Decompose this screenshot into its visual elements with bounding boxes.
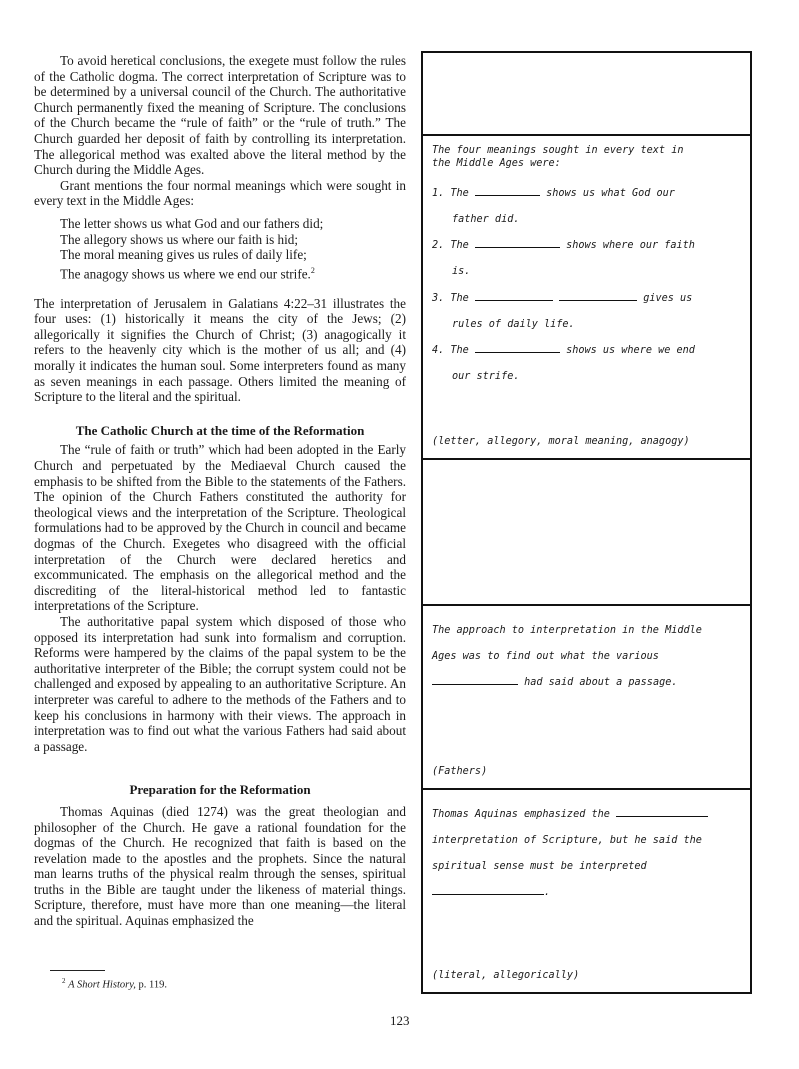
item-label: 4. The	[432, 345, 469, 356]
prompt-line: had said about a passage.	[524, 677, 678, 688]
verse-quote	[60, 216, 406, 282]
question-item-2	[432, 236, 742, 278]
answer-blank[interactable]	[616, 805, 708, 817]
prompt-line: the Middle Ages were:	[432, 158, 561, 169]
prompt-line: .	[544, 887, 551, 898]
section-heading: Preparation for the Reformation	[129, 782, 311, 798]
answer-blank[interactable]	[432, 673, 518, 685]
frame-blank-2	[423, 458, 750, 604]
verse-line-text: The anagogy shows us where we end our strife.	[60, 266, 311, 282]
prompt-line: Ages was to find out what the various	[432, 651, 659, 662]
item-label: 3. The	[432, 293, 469, 304]
question-item-1	[432, 184, 742, 226]
section-heading: The Catholic Church at the time of the Reformation	[75, 422, 365, 438]
footnote-divider	[50, 970, 105, 971]
footnote-reference: 2	[310, 265, 315, 275]
page-number: 123	[390, 1013, 410, 1028]
footnote-mark: 2	[62, 977, 66, 985]
frame-blank-1	[423, 53, 750, 134]
item-text: rules of daily life.	[452, 319, 575, 330]
question-item-3	[432, 289, 742, 331]
programmed-frames	[421, 51, 752, 994]
verse-line	[60, 263, 406, 282]
answer-blank[interactable]	[475, 341, 560, 353]
verse-line: The letter shows us what God and our fathers did;	[60, 215, 324, 231]
frame-answer-key: (literal, allegorically)	[432, 970, 580, 981]
frame-four-meanings	[423, 134, 750, 458]
prompt-line: Thomas Aquinas emphasized the	[432, 809, 610, 820]
paragraph: Thomas Aquinas (died 1274) was the great theologian and philosopher of the Church. He gave a rational foundation for the dogmas of the Church. He recognized that faith is based on the revelation made to the apostles and the prophets. Since the natural man learns truths of the physical realm through the senses, spiritual truths in the Bible are taught under the likeness of material things. Scripture, therefore, must have more than one meaning—the literal and the spiritual. Aquinas emphasized the	[34, 803, 406, 929]
answer-blank[interactable]	[475, 236, 560, 248]
prompt-line: spiritual sense must be interpreted	[432, 861, 647, 872]
prompt-line: interpretation of Scripture, but he said the	[432, 835, 702, 846]
answer-blank[interactable]	[559, 289, 637, 301]
main-text-column	[34, 53, 406, 929]
item-label: 1. The	[432, 188, 469, 199]
answer-blank[interactable]	[432, 883, 544, 895]
paragraph: The authoritative papal system which disposed of those who opposed its interpretation had sunk into formalism and corruption. Reforms were hampered by the claims of the papal system to be the authoritative interpreter of the Bible; the corrupt system could not be challenged and exposed by appealing to an authoritative Scripture. An interpreter was careful to adhere to the methods of the Fathers and to keep his conclusions in harmony with their views. The approach in interpretation was to find out what the various Fathers had said about a passage.	[34, 613, 406, 754]
prompt-line: The approach to interpretation in the Middle	[432, 625, 702, 636]
frame-answer-key: (Fathers)	[432, 766, 488, 777]
item-text: gives us	[643, 293, 693, 304]
frame-prompt	[432, 144, 742, 170]
paragraph: To avoid heretical conclusions, the exegete must follow the rules of the Catholic dogma. The correct interpretation of Scripture was to be determined by a universal council of the Church. The authoritative Church permanently fixed the meaning of Scripture. The conclusions of the Church became the “rule of faith” or the “rule of truth.” The Church guarded her deposit of faith by controlling its interpretation. The allegorical method was exalted above the literal method by the Church during the Middle Ages.	[34, 53, 406, 178]
paragraph: The interpretation of Jerusalem in Galatians 4:22–31 illustrates the four uses: (1) historically it means the city of the Jews; (2) allegorically it signifies the Church of Christ; (3) anagogically it refers to the heavenly city which is the mother of us all; and (4) morally it indicates the human soul. Some interpreters found as many as seven meanings in each passage. Others limited the meaning of Scripture to the literal and the spiritual.	[34, 295, 406, 405]
question-item-4	[432, 341, 742, 383]
answer-blank[interactable]	[475, 184, 540, 196]
paragraph: Grant mentions the four normal meanings which were sought in every text in the Middle Ages:	[34, 177, 406, 209]
paragraph: The “rule of faith or truth” which had been adopted in the Early Church and perpetuated by the Mediaeval Church caused the emphasis to be shifted from the Bible to the statements of the Fathers. The opinion of the Church Fathers constituted the authority for theological views and the interpretation of the Scripture. Theological formulations had to be approved by the Church in council and became dogmas of the Church. Exegetes who disagreed with the official interpretation of the Church were declared heretics and excommunicated. The emphasis on the allegorical method and the discrediting of the literal-historical method led to fantastic interpretations of the Scripture.	[34, 442, 406, 614]
verse-line: The moral meaning gives us rules of daily life;	[60, 247, 307, 263]
footnote-source-title: A Short History,	[68, 979, 136, 991]
frame-fathers	[423, 604, 750, 788]
verse-line: The allegory shows us where our faith is hid;	[60, 231, 299, 247]
item-text: our strife.	[452, 371, 520, 382]
item-text: shows us what God our	[546, 188, 675, 199]
prompt-line: The four meanings sought in every text in	[432, 145, 684, 156]
item-text: shows us where we end	[566, 345, 695, 356]
item-text: shows where our faith	[566, 240, 695, 251]
answer-blank[interactable]	[475, 289, 553, 301]
frame-prompt	[432, 802, 742, 906]
footnote-source-page: p. 119.	[135, 979, 168, 991]
item-text: is.	[452, 266, 471, 277]
footnote	[62, 977, 167, 991]
item-text: father did.	[452, 214, 520, 225]
frame-answer-key: (letter, allegory, moral meaning, anagogy)	[432, 436, 690, 447]
frame-aquinas	[423, 788, 750, 992]
frame-prompt	[432, 618, 742, 696]
item-label: 2. The	[432, 240, 469, 251]
